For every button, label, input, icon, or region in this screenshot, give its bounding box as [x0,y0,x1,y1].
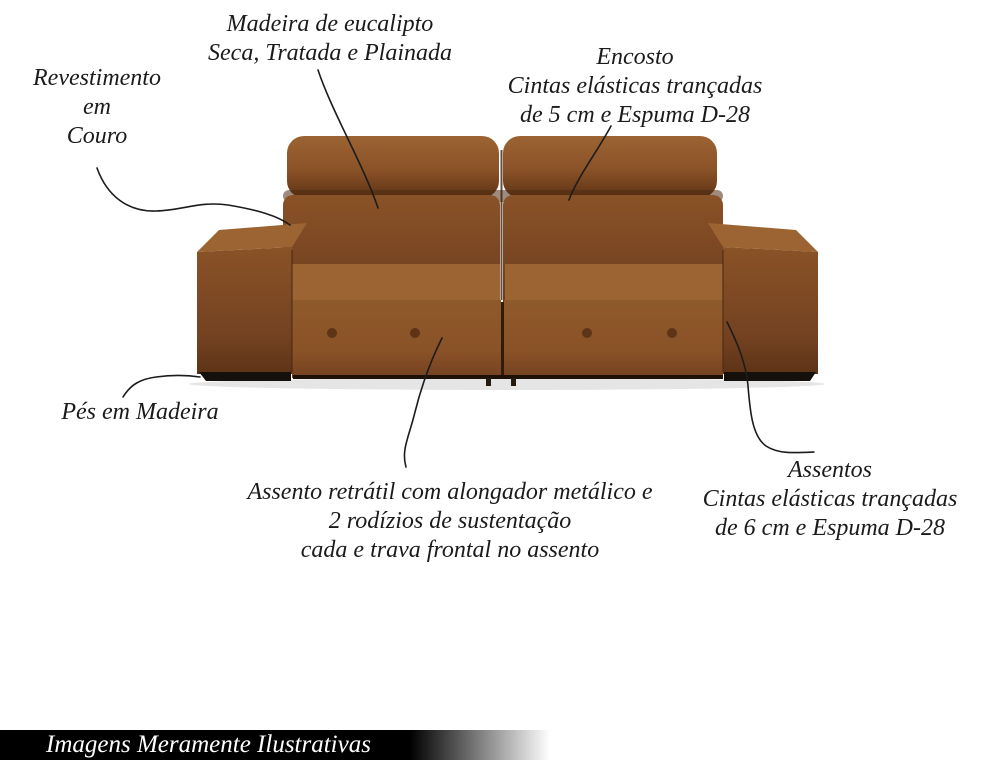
retractable-seat-label-line: Assento retrátil com alongador metálico e [247,479,653,505]
seats-label-line: Assentos [787,457,872,483]
backrest-label-line: de 5 cm e Espuma D-28 [520,102,750,128]
foot-strip-right [724,372,816,381]
armrest-left-front [197,247,292,374]
seat-button [667,328,677,338]
upholstery-label-line: em [83,94,111,120]
frame-label-line: Madeira de eucalipto [226,11,434,37]
seat-button [410,328,420,338]
upholstery-label-line: Couro [66,123,128,149]
seat-top-right [505,264,723,304]
armrest-right-front [723,247,818,374]
seats-label-line: Cintas elásticas trançadas [702,486,958,512]
leader-line-upholstery [97,168,290,225]
headrest-roll-right [503,136,717,198]
headrest-roll-left [287,136,499,198]
seat-front-left [292,300,501,378]
retractable-seat-label-line: 2 rodízios de sustentação [328,508,572,534]
seat-button [327,328,337,338]
armrest-right [708,223,818,381]
sofa-foot [486,378,491,386]
backrest-label-line: Cintas elásticas trançadas [507,73,763,99]
leader-line-feet [123,376,200,398]
seats-label-line: de 6 cm e Espuma D-28 [715,515,945,541]
seat-button [582,328,592,338]
retractable-seat-label [247,478,652,565]
retractable-seat-label-line: cada e trava frontal no assento [300,537,600,563]
seat-front-right [504,300,723,378]
footer-disclaimer-bar [0,730,1000,760]
seats-label [703,456,958,543]
backrest-label-line: Encosto [596,44,674,70]
sofa-body [189,136,825,390]
seat-top-left [292,264,500,304]
upholstery-label-line: Revestimento [33,65,161,91]
footer-disclaimer-text: Imagens Meramente Ilustrativas [46,731,371,758]
sofa-foot [511,378,516,386]
frame-label-line: Seca, Tratada e Plainada [208,40,452,66]
seat-bottom-edge [293,375,723,379]
foot-strip-left [199,372,291,381]
backrest-label [508,43,763,130]
feet-label [61,398,218,427]
frame-label [208,10,452,68]
armrest-left [197,223,307,381]
upholstery-label [33,64,161,151]
feet-label-line: Pés em Madeira [61,399,219,425]
